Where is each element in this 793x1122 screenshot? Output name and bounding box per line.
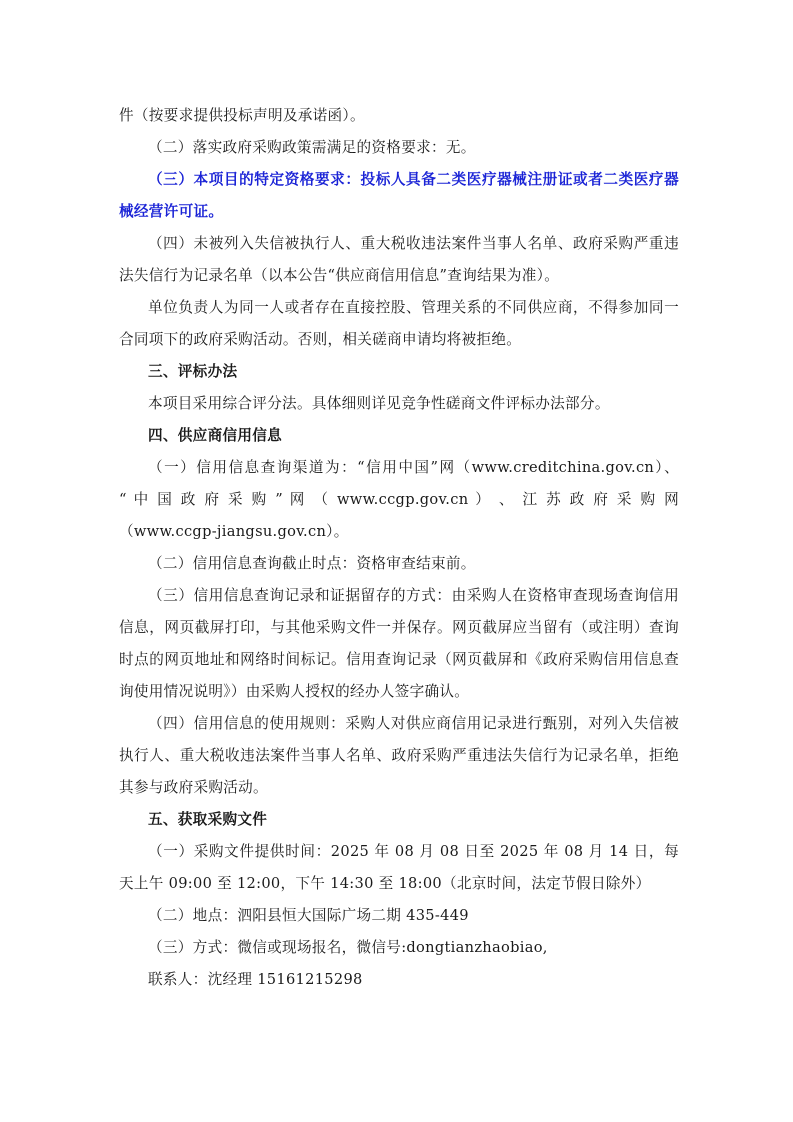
paragraph-credit-channels-line3: （www.ccgp-jiangsu.gov.cn）。: [119, 523, 349, 540]
paragraph-credit-usage: （四）信用信息的使用规则：采购人对供应商信用记录进行甄别，对列入失信被执行人、重大税收违法案件当事人名单、政府采购严重违法失信行为记录名单，拒绝其参与政府采购活动。: [119, 715, 679, 796]
paragraph-continuation: 件（按要求提供投标声明及承诺函）。: [119, 107, 365, 124]
section-heading-evaluation: 三、评标办法: [148, 363, 238, 380]
specific-qualification-prefix: （三）: [148, 171, 194, 188]
paragraph-document-location: （二）地点：泗阳县恒大国际广场二期 435-449: [148, 907, 469, 924]
paragraph-contact: 联系人：沈经理 15161215298: [148, 971, 363, 988]
paragraph-credit-channels-line2: “ 中 国 政 府 采 购 ” 网 （ www.ccgp.gov.cn ） 、 江 苏 政 府 采 购 网: [119, 491, 679, 508]
paragraph-credit-deadline: （二）信用信息查询截止时点：资格审查结束前。: [148, 555, 476, 572]
section-heading-credit-info: 四、供应商信用信息: [148, 427, 283, 444]
specific-qualification-text: 本项目的特定资格要求：投标人具备二类医疗器械注册证或者二类医疗器械经营许可证。: [119, 171, 679, 220]
paragraph-blacklist: （四）未被列入失信被执行人、重大税收违法案件当事人名单、政府采购严重违法失信行为记录名单（以本公告“供应商信用信息”查询结果为准）。: [119, 235, 679, 284]
paragraph-policy-requirement: （二）落实政府采购政策需满足的资格要求：无。: [148, 139, 476, 156]
paragraph-same-owner: 单位负责人为同一人或者存在直接控股、管理关系的不同供应商，不得参加同一合同项下的政府采购活动。否则，相关磋商申请均将被拒绝。: [119, 299, 679, 348]
document-body: [119, 100, 679, 996]
paragraph-specific-qualification: [119, 164, 679, 228]
paragraph-evaluation-method: 本项目采用综合评分法。具体细则详见竞争性磋商文件评标办法部分。: [148, 395, 610, 412]
paragraph-document-method: （三）方式：微信或现场报名，微信号:dongtianzhaobiao,: [148, 939, 548, 956]
section-heading-obtain-documents: 五、获取采购文件: [148, 811, 268, 828]
paragraph-document-time: （一）采购文件提供时间：2025 年 08 月 08 日至 2025 年 08 月 14 日，每天上午 09:00 至 12:00，下午 14:30 至 18:00（北京时间，法定节假日除外）: [119, 843, 679, 892]
paragraph-credit-record: （三）信用信息查询记录和证据留存的方式：由采购人在资格审查现场查询信用信息，网页截屏打印，与其他采购文件一并保存。网页截屏应当留有（或注明）查询时点的网页地址和网络时间标记。信用查询记录（网页截屏和《政府采购信用信息查询使用情况说明》）由采购人授权的经办人签字确认。: [119, 587, 679, 700]
paragraph-credit-channels-line1: （一）信用信息查询渠道为：“信用中国”网（www.creditchina.gov.cn）、: [148, 459, 679, 476]
